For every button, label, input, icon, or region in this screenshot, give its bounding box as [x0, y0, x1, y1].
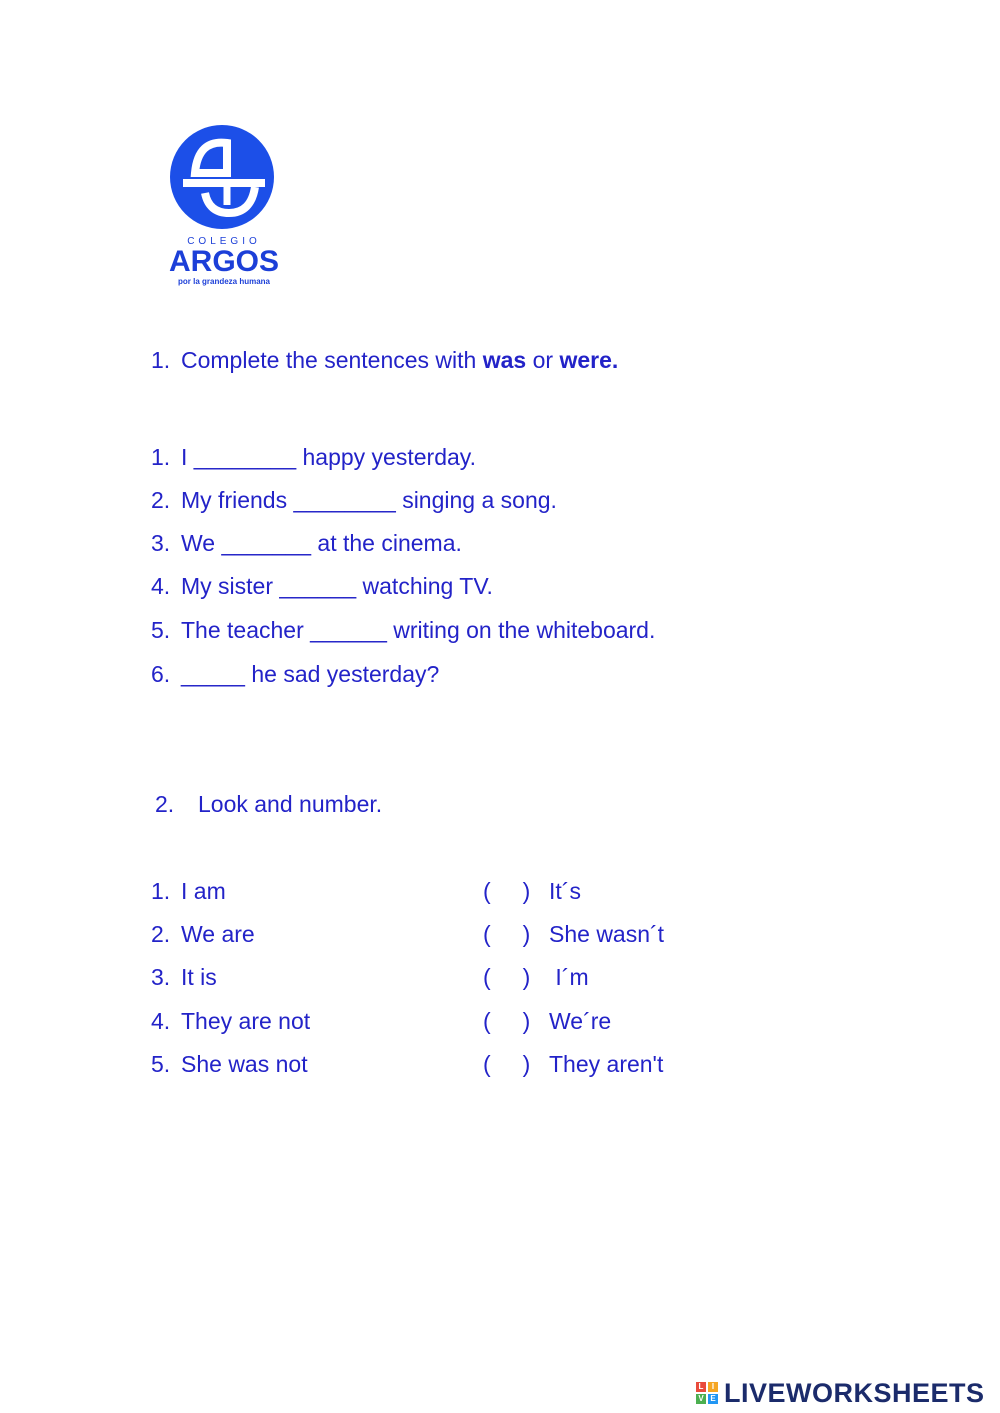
liveworksheets-brand [696, 1375, 985, 1411]
item-number: 6. [151, 661, 171, 687]
item-text: _____ he sad yesterday? [181, 661, 440, 687]
item-text: My sister ______ watching TV. [181, 573, 493, 599]
answer-blank[interactable]: ( ) [483, 1051, 531, 1077]
item-text: We _______ at the cinema. [181, 530, 462, 556]
exercise2-instruction [155, 790, 382, 818]
exercise2-instruction-text: Look and number. [198, 791, 383, 817]
item-number: 4. [151, 1008, 171, 1034]
match-right-item[interactable] [483, 920, 664, 948]
answer-blank[interactable]: ( ) [483, 964, 531, 990]
school-logo [165, 125, 283, 290]
answer-blank[interactable]: ( ) [483, 1008, 531, 1034]
item-number: 2. [151, 487, 171, 513]
exercise2-number: 2. [155, 791, 175, 817]
logo-letter: I [708, 1382, 718, 1392]
match-right-item[interactable] [483, 877, 581, 905]
exercise1-item[interactable] [151, 616, 655, 644]
match-right-item[interactable] [483, 1050, 663, 1078]
item-text: My friends ________ singing a song. [181, 487, 557, 513]
item-text: I ________ happy yesterday. [181, 444, 476, 470]
item-text: We´re [549, 1008, 612, 1034]
match-right-item[interactable] [483, 963, 589, 991]
instruction-prefix: Complete the sentences with [181, 347, 483, 373]
item-text: It´s [549, 878, 581, 904]
item-text: They aren't [549, 1051, 664, 1077]
item-number: 5. [151, 1051, 171, 1077]
match-right-item[interactable] [483, 1007, 611, 1035]
exercise1-number: 1. [151, 347, 171, 373]
exercise1-item[interactable] [151, 486, 557, 514]
logo-argos: ARGOS [168, 245, 279, 278]
match-left-item [151, 877, 226, 905]
item-text: The teacher ______ writing on the whiteboard. [181, 617, 656, 643]
logo-letter: V [696, 1394, 706, 1404]
exercise1-item[interactable] [151, 660, 439, 688]
exercise1-item[interactable] [151, 572, 493, 600]
item-number: 4. [151, 573, 171, 599]
item-text: She wasn´t [549, 921, 665, 947]
logo-colegio: COLEGIO [187, 236, 261, 247]
argos-emblem-icon [165, 125, 283, 230]
item-text: They are not [181, 1008, 311, 1034]
answer-blank[interactable]: ( ) [483, 921, 531, 947]
item-number: 3. [151, 530, 171, 556]
item-text: I am [181, 878, 226, 904]
item-number: 1. [151, 878, 171, 904]
logo-tagline: por la grandeza humana [177, 277, 271, 286]
answer-blank[interactable]: ( ) [483, 878, 531, 904]
instruction-word-was: was [482, 347, 527, 373]
item-number: 1. [151, 444, 171, 470]
instruction-connector: or [526, 347, 560, 373]
liveworksheets-logo-icon [696, 1382, 718, 1404]
exercise1-item[interactable] [151, 529, 462, 557]
brand-text: LIVEWORKSHEETS [724, 1377, 985, 1408]
logo-letter: E [708, 1394, 718, 1404]
exercise1-item[interactable] [151, 443, 476, 471]
item-number: 3. [151, 964, 171, 990]
item-text: We are [181, 921, 255, 947]
instruction-word-were: were. [559, 347, 619, 373]
match-left-item [151, 963, 217, 991]
match-left-item [151, 920, 255, 948]
logo-letter: L [696, 1382, 706, 1392]
match-left-item [151, 1007, 310, 1035]
item-number: 5. [151, 617, 171, 643]
item-text: It is [181, 964, 217, 990]
exercise1-instruction [151, 346, 618, 374]
item-number: 2. [151, 921, 171, 947]
item-text: I´m [549, 964, 589, 990]
match-left-item [151, 1050, 308, 1078]
item-text: She was not [181, 1051, 308, 1077]
